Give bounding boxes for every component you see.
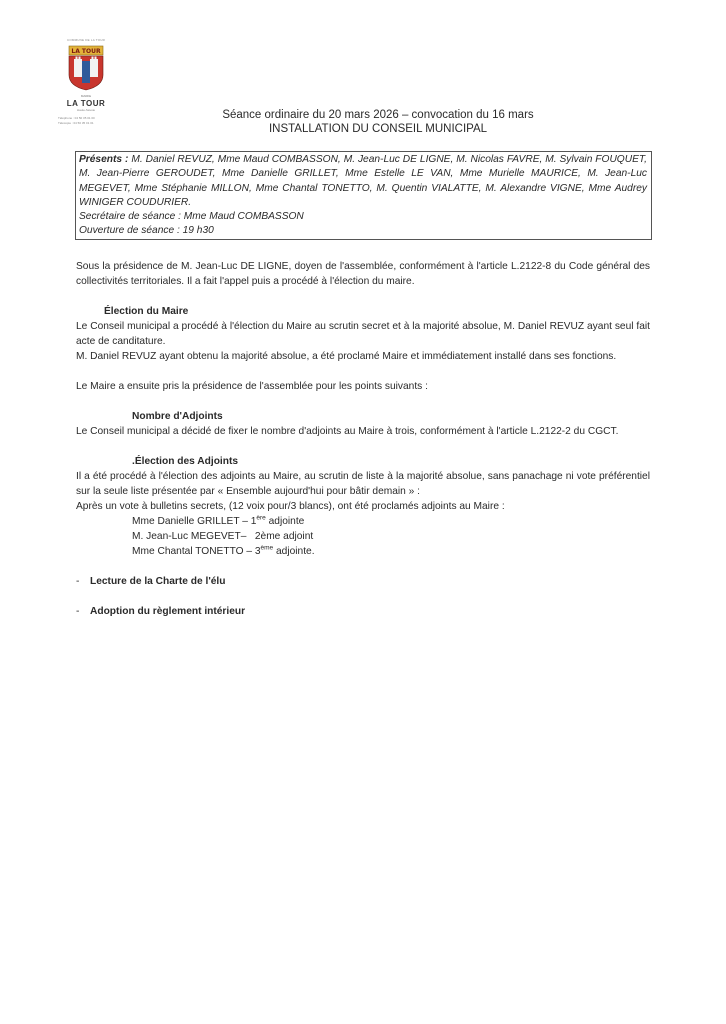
document-header: [0, 108, 726, 136]
election-adjoints-p1: Il a été procédé à l'élection des adjoints au Maire, au scrutin de liste à la majorité absolue, sans panachage ni vote préférentiel sur la seule liste présentée par « Ensemble aujourd'hui pour bâtir demain » :: [76, 471, 650, 497]
adjoint-1: Mme Danielle GRILLET – 1ère adjointe: [132, 514, 305, 527]
election-adjoints-heading: .Élection des Adjoints: [132, 456, 239, 467]
nombre-adjoints-p1: Le Conseil municipal a décidé de fixer le nombre d'adjoints au Maire à trois, conformément à l'article L.2122-2 du CGCT.: [76, 426, 619, 437]
session-title: Séance ordinaire du 20 mars 2026 – convocation du 16 mars: [222, 109, 534, 121]
election-maire-p2: M. Daniel REVUZ ayant obtenu la majorité absolue, a été proclamé Maire et immédiatement installé dans ses fonctions.: [76, 351, 617, 362]
adjoint-3: Mme Chantal TONETTO – 3ème adjointe.: [132, 544, 315, 557]
installation-title: INSTALLATION DU CONSEIL MUNICIPAL: [268, 123, 488, 135]
nombre-adjoints-heading: Nombre d'Adjoints: [132, 411, 223, 422]
logo-commune-name: LA TOUR: [66, 99, 106, 108]
logo-phone: Téléphone : 04 50 35 01 00: [58, 116, 95, 120]
logo-commune-sub: Haute-Savoie: [76, 108, 96, 112]
election-adjoints-p2: Après un vote à bulletins secrets, (12 voix pour/3 blancs), ont été proclamés adjoints au Maire :: [76, 501, 505, 512]
secretary-line: Secrétaire de séance : Mme Maud COMBASSON: [79, 211, 304, 223]
point-reglement: - Adoption du règlement intérieur: [76, 606, 246, 617]
adjoint-2: M. Jean-Luc MEGEVET– 2ème adjoint: [132, 531, 314, 542]
minutes-body: [76, 259, 650, 619]
logo-mairie-text: MAIRIE: [80, 94, 92, 98]
election-maire-p1: Le Conseil municipal a procédé à l'élection du Maire au scrutin secret et à la majorité absolue, M. Daniel REVUZ ayant seul fait acte de canditature.: [76, 321, 650, 347]
presents-names: M. Daniel REVUZ, Mme Maud COMBASSON, M. Jean-Luc DE LIGNE, M. Nicolas FAVRE, M. Sylvain FOUQUET, M. Jean-Pierre GEROUDET, Mme Danielle GRILLET, Mme Estelle LE VAN, Mme Murielle MAURICE, M. Jean-Luc MEGEVET, Mme Stéphanie MILLON, Mme Chantal TONETTO, M. Quentin VIALATTE, M. Alexandre VIGNE, Mme Audrey WINIGER COUDURIER.: [79, 154, 647, 208]
intro-paragraph: Sous la présidence de M. Jean-Luc DE LIGNE, doyen de l'assemblée, conformément à l'article L.2122-8 du Code général des collectivités territoriales. Il a fait l'appel puis a procédé à l'élection du maire.: [76, 261, 650, 287]
logo-top-text: COMMUNE DE LA TOUR: [67, 38, 105, 42]
point-charte: - Lecture de la Charte de l'élu: [76, 576, 226, 587]
opening-line: Ouverture de séance : 19 h30: [79, 225, 214, 237]
svg-text:LA TOUR: LA TOUR: [71, 48, 101, 55]
attendance-box: [75, 151, 652, 240]
presents-label: Présents :: [79, 154, 129, 165]
adjoints-list: [76, 514, 650, 559]
logo-fax: Télécopie : 04 50 35 01 01: [58, 121, 94, 125]
coat-of-arms-icon: [67, 45, 105, 91]
presidence-paragraph: Le Maire a ensuite pris la présidence de l'assemblée pour les points suivants :: [76, 381, 428, 392]
election-maire-heading: Élection du Maire: [104, 306, 189, 317]
